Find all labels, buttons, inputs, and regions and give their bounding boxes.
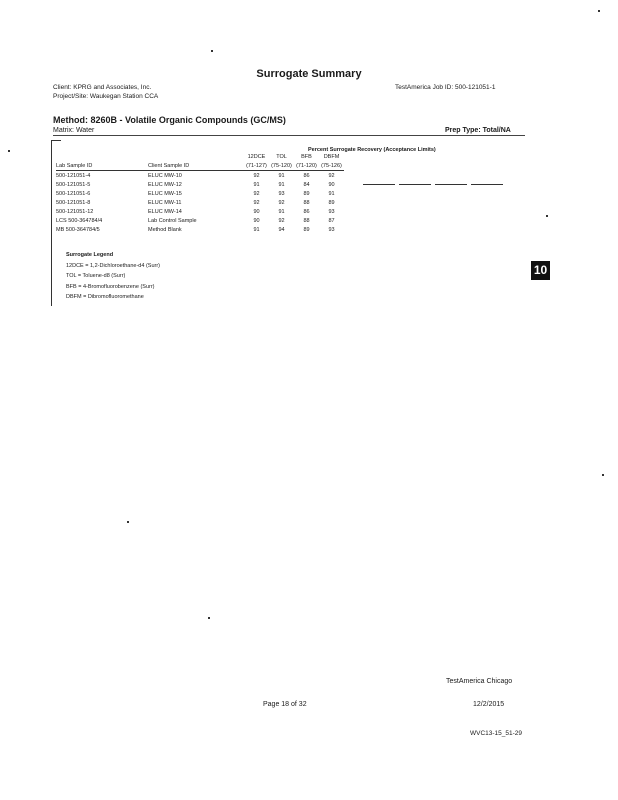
page-title: Surrogate Summary [256, 68, 362, 80]
recovery-value: 92 [253, 199, 260, 206]
recovery-value: 94 [278, 226, 285, 233]
acceptance-limits: (75-126) [319, 161, 344, 171]
scan-speck [8, 150, 10, 152]
table-row [56, 171, 344, 181]
lab-sample-id: MB 500-364784/5 [56, 226, 100, 233]
recovery-value: 89 [328, 199, 335, 206]
lab-sample-id: 500-121051-6 [56, 190, 91, 197]
table-row [56, 189, 344, 198]
client-sample-id: ELUC MW-10 [148, 172, 182, 179]
recovery-value: 91 [278, 181, 285, 188]
recovery-value: 92 [253, 190, 260, 197]
table-row [56, 216, 344, 225]
prep-type: Prep Type: Total/NA [445, 127, 511, 134]
table-header-codes [56, 152, 344, 161]
col-lab-sample: Lab Sample ID [56, 161, 148, 171]
recovery-value: 90 [253, 208, 260, 215]
scan-speck [602, 474, 604, 476]
lab-sample-id: 500-121051-8 [56, 199, 91, 206]
surrogate-code: 12DCE [247, 153, 266, 160]
recovery-value: 86 [303, 172, 310, 179]
recovery-value: 91 [253, 226, 260, 233]
table-row [56, 180, 344, 189]
report-date: 12/2/2015 [473, 701, 505, 708]
recovery-value: 90 [328, 181, 335, 188]
table-header-limits [56, 161, 344, 171]
client-sample-id: ELUC MW-15 [148, 190, 182, 197]
blank-column [435, 184, 467, 185]
acceptance-limits: (75-120) [269, 161, 294, 171]
lab-sample-id: 500-121051-12 [56, 208, 94, 215]
matrix-label: Matrix: Water [53, 127, 95, 134]
blank-column [399, 184, 431, 185]
method-heading: Method: 8260B - Volatile Organic Compounds (GC/MS) [53, 115, 286, 125]
recovery-value: 89 [303, 190, 310, 197]
scan-speck [211, 50, 213, 52]
client-sample-id: Lab Control Sample [148, 217, 197, 224]
recovery-value: 90 [253, 217, 260, 224]
recovery-value: 87 [328, 217, 335, 224]
section-tab-marker: 10 [531, 261, 550, 280]
recovery-value: 86 [303, 208, 310, 215]
surrogate-code: DBFM [323, 153, 340, 160]
recovery-value: 93 [278, 190, 285, 197]
recovery-value: 92 [278, 217, 285, 224]
recovery-value: 92 [328, 172, 335, 179]
scan-speck [208, 617, 210, 619]
client-name: Client: KPRG and Associates, Inc. [53, 84, 152, 91]
recovery-value: 92 [278, 199, 285, 206]
project-site: Project/Site: Waukegan Station CCA [53, 93, 159, 100]
scan-speck [127, 521, 129, 523]
recovery-value: 89 [303, 226, 310, 233]
table-row [56, 225, 344, 234]
recovery-value: 93 [328, 208, 335, 215]
recovery-value: 84 [303, 181, 310, 188]
section-bracket-top [51, 140, 61, 141]
lab-sample-id: LCS 500-364784/4 [56, 217, 103, 224]
recovery-header: Percent Surrogate Recovery (Acceptance Limits) [308, 147, 436, 153]
legend-item: TOL = Toluene-d8 (Surr) [66, 273, 126, 279]
table-row [56, 207, 344, 216]
client-sample-id: Method Blank [148, 226, 182, 233]
recovery-value: 93 [328, 226, 335, 233]
surrogate-code: TOL [276, 153, 287, 160]
table-row [56, 198, 344, 207]
job-id: TestAmerica Job ID: 500-121051-1 [395, 84, 496, 91]
recovery-value: 88 [303, 199, 310, 206]
legend-item: BFB = 4-Bromofluorobenzene (Surr) [66, 283, 155, 290]
surrogate-code: BFB [301, 153, 312, 160]
divider [53, 135, 525, 136]
recovery-value: 91 [278, 208, 285, 215]
recovery-value: 88 [303, 217, 310, 224]
section-bracket [51, 140, 54, 306]
blank-column [471, 184, 503, 185]
lab-sample-id: 500-121051-5 [56, 181, 91, 188]
client-sample-id: ELUC MW-12 [148, 181, 182, 188]
document-id: WVC13-15_51-29 [470, 730, 523, 737]
legend-item: DBFM = Dibromofluoromethane [66, 294, 144, 300]
scan-speck [598, 10, 600, 12]
surrogate-table [56, 152, 344, 234]
empty-columns [363, 172, 507, 190]
legend-item: 12DCE = 1,2-Dichloroethane-d4 (Surr) [66, 262, 161, 269]
recovery-value: 91 [278, 172, 285, 179]
scan-speck [546, 215, 548, 217]
recovery-value: 91 [253, 181, 260, 188]
acceptance-limits: (71-120) [294, 161, 319, 171]
acceptance-limits: (71-127) [244, 161, 269, 171]
legend-title: Surrogate Legend [66, 252, 114, 258]
recovery-value: 92 [253, 172, 260, 179]
client-sample-id: ELUC MW-14 [148, 208, 182, 215]
surrogate-legend [66, 250, 160, 303]
client-sample-id: ELUC MW-11 [148, 199, 182, 206]
blank-column [363, 184, 395, 185]
lab-sample-id: 500-121051-4 [56, 172, 91, 179]
col-client-sample: Client Sample ID [148, 161, 244, 171]
recovery-value: 91 [328, 190, 335, 197]
page-number: Page 18 of 32 [263, 701, 307, 708]
footer-lab-name: TestAmerica Chicago [446, 678, 513, 685]
